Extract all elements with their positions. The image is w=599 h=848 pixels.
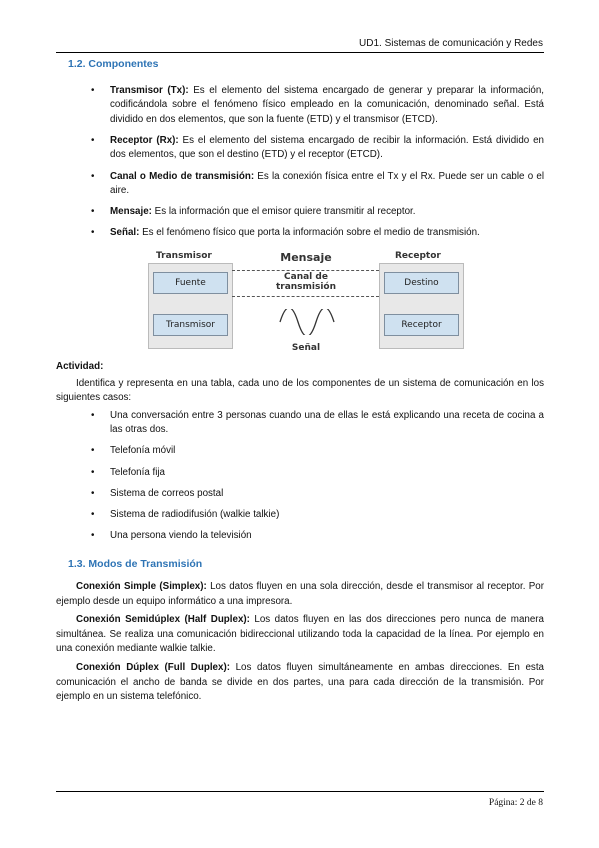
definition: Los datos fluyen simultáneamente en ambas direcciones. En esta comunicación el ancho de banda se divide en dos partes, una para cada dirección de la transmisión. Por ejemplo en un sistema telefónico. <box>56 661 544 703</box>
diagram-receiver-title: Receptor <box>395 250 441 261</box>
page-header: UD1. Sistemas de comunicación y Redes <box>359 38 543 49</box>
activity-list <box>56 409 544 544</box>
transmitter-box: Transmisor <box>153 314 228 336</box>
term: Conexión Dúplex (Full Duplex): <box>76 661 230 673</box>
list-item: • Una persona viendo la televisión <box>110 529 544 544</box>
term: Transmisor (Tx): <box>110 84 189 96</box>
definition: Es el elemento del sistema encargado de generar y preparar la información, codificándola sobre el fenómeno físico empleado en la comunicación, denominado señal. Está dividido en dos elementos, que son la fuente (ETD) y el transmisor (ETCD). <box>110 84 545 125</box>
half-duplex-paragraph <box>56 613 544 657</box>
communication-diagram <box>148 249 464 354</box>
term: Receptor (Rx): <box>110 134 179 146</box>
simplex-paragraph <box>56 580 544 609</box>
term: Mensaje: <box>110 206 152 218</box>
section-title-components: 1.2. Componentes <box>68 58 159 70</box>
source-box: Fuente <box>153 272 228 294</box>
definition: Los datos fluyen en las dos direcciones pero nunca de manera simultánea. Se realiza una comunicación bidireccional utilizando toda la capacidad de la línea. Por ejemplo en una conexión mediante walkie talkie. <box>56 614 544 655</box>
activity-title: Actividad: <box>56 360 104 372</box>
definition: Es la conexión física entre el Tx y el Rx. Puede ser un cable o el aire. <box>110 170 544 197</box>
list-item: • Sistema de radiodifusión (walkie talkie) <box>110 508 544 523</box>
full-duplex-paragraph <box>56 661 544 705</box>
components-list <box>56 84 544 241</box>
section-title-modes: 1.3. Modos de Transmisión <box>68 558 203 571</box>
list-item: • Telefonía móvil <box>110 444 544 459</box>
receiver-box: Receptor <box>384 314 459 336</box>
definition: Es la información que el emisor quiere transmitir al receptor. <box>151 206 416 218</box>
message-label: Mensaje <box>280 250 332 264</box>
channel-label <box>148 272 464 292</box>
definition: Los datos fluyen en una sola dirección, desde el transmisor al receptor. Por ejemplo desde un equipo informático a una impresora. <box>56 580 545 607</box>
list-item: • Sistema de correos postal <box>110 487 544 502</box>
signal-wave-icon <box>278 309 336 335</box>
list-item: • Una conversación entre 3 personas cuando una de ellas le está explicando una receta de cocina a las otras dos. <box>110 409 544 438</box>
list-item <box>110 170 544 199</box>
channel-label-line2: transmisión <box>275 281 337 292</box>
term: Señal: <box>110 227 140 239</box>
page-number: Página: 2 de 8 <box>488 798 543 808</box>
term: Conexión Simple (Simplex): <box>76 580 207 592</box>
page-content <box>56 55 544 705</box>
definition: Es el elemento del sistema encargado de recibir la información. Está dividido en dos elementos, que son el destino (ETD) y el receptor (ETCD). <box>110 134 545 161</box>
list-item <box>110 226 544 241</box>
activity-intro: Identifica y representa en una tabla, cada uno de los componentes de un sistema de comunicación en los siguientes casos: <box>56 377 544 404</box>
channel-label-line1: Canal de <box>284 271 328 282</box>
list-item <box>110 205 544 220</box>
list-item <box>110 84 544 128</box>
list-item <box>110 134 544 163</box>
destination-box: Destino <box>384 272 459 294</box>
list-item: • Telefonía fija <box>110 466 544 481</box>
diagram-transmitter-title: Transmisor <box>156 250 212 261</box>
term: Canal o Medio de transmisión: <box>110 170 255 182</box>
message-link-line <box>232 270 379 271</box>
term: Conexión Semidúplex (Half Duplex): <box>76 614 250 626</box>
definition: Es el fenómeno físico que porta la información sobre el medio de transmisión. <box>139 227 480 239</box>
footer-rule <box>56 791 544 792</box>
channel-link-line <box>232 296 379 297</box>
header-rule <box>56 52 544 53</box>
signal-label: Señal <box>291 342 321 353</box>
